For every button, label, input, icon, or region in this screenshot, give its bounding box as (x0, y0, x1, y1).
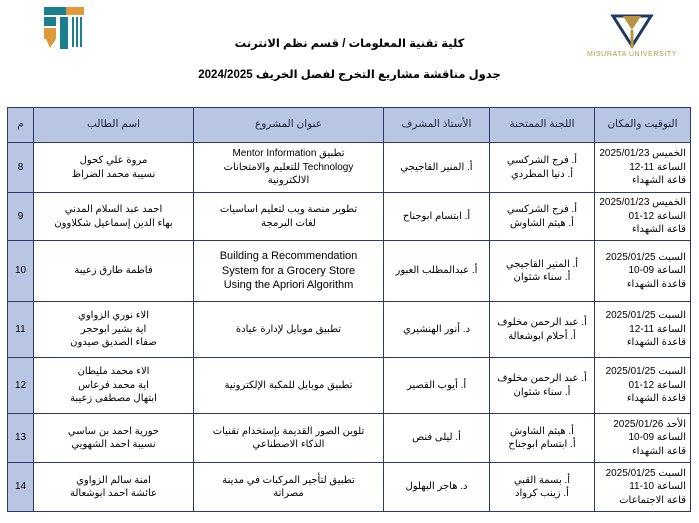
cell-supervisor (384, 302, 490, 358)
text-line: الذكاء الاصطناعي (252, 439, 325, 450)
text-line: أ. ابتسام ابوجناح (508, 439, 576, 450)
cell-row-number: 12 (8, 358, 34, 414)
cell-time-and-place (595, 414, 691, 463)
table-row (8, 358, 691, 414)
text-line: تطبيق Mentor Information (232, 148, 345, 160)
table-body (8, 143, 691, 512)
text-line: الساعة 10-11 (629, 481, 686, 493)
text-line: السبت 2025/01/25 (605, 251, 686, 263)
text-line: System for a Grocery Store (221, 264, 356, 277)
cell-project-title (194, 463, 384, 512)
text-line: قاعة الاجتماعات (619, 494, 686, 506)
cell-examining-committee (490, 241, 595, 302)
text-line: قاعدة الشهداء (626, 337, 686, 349)
column-header-project: عنوان المشروع (194, 108, 384, 143)
text-line: السبت 2025/01/25 (605, 366, 686, 378)
cell-examining-committee (490, 143, 595, 193)
text-line: أ. فرج الشركسي (506, 155, 578, 166)
text-line: قاعدة الشهداء (626, 393, 686, 405)
text-line: مصراتة (273, 488, 304, 499)
text-line: أ. عبد الرحمن مخلوف (497, 373, 587, 384)
text-line: أ. المنير القاجيجي (505, 258, 579, 270)
text-line: تلوين الصور القديمة بإستخدام تقنيات (212, 425, 365, 437)
cell-row-number: 14 (8, 463, 34, 512)
column-header-number: م (8, 108, 34, 143)
text-line: نسيبة احمد الشهويي (71, 439, 156, 450)
cell-examining-committee (490, 414, 595, 463)
text-line: د. هاجر البهلول (405, 481, 468, 493)
cell-row-number: 8 (8, 143, 34, 193)
text-line: قاعة الشهداء (631, 445, 686, 457)
text-line: الساعة 09-10 (628, 265, 686, 277)
text-line: أ. سناء شثوان (513, 272, 571, 283)
cell-supervisor (384, 463, 490, 512)
table-header (8, 108, 691, 143)
text-line: قاعة الشهداء (631, 175, 686, 187)
text-line: أ. أحلام ابوشعالة (508, 330, 576, 342)
schedule-title-line: جدول مناقشة مشاريع التخرج لفصل الخريف 2024/2025 (198, 69, 501, 81)
text-line: قاعة الشهداء (631, 224, 686, 236)
text-line: الأحد 2025/01/26 (613, 418, 686, 430)
cell-project-title (194, 241, 384, 302)
text-line: السبت 2025/01/25 (605, 310, 686, 322)
graduation-projects-schedule-table-container (8, 107, 691, 512)
cell-supervisor (384, 358, 490, 414)
column-header-student: اسم الطالب (34, 108, 194, 143)
cell-student-name (34, 358, 194, 414)
text-line: تطبيق موبايل لإدارة عيادة (235, 323, 342, 335)
text-line: أ. ابتسام ابوجناح (402, 210, 471, 222)
cell-project-title (194, 193, 384, 241)
text-line: Building a Recommendation (219, 250, 358, 263)
text-line: بهاء الدين إسماعيل شكلاوون (54, 217, 173, 229)
table-row (8, 414, 691, 463)
table-row (8, 302, 691, 358)
cell-student-name (34, 193, 194, 241)
cell-examining-committee (490, 463, 595, 512)
text-line: الساعة 11-12 (629, 161, 686, 173)
text-line: نسيبة محمد الضراظ (71, 168, 156, 180)
svg-text:MISURATA UNIVERSITY: MISURATA UNIVERSITY (586, 51, 678, 58)
text-line: أ. هيثم الشاوش (510, 425, 574, 437)
cell-examining-committee (490, 358, 595, 414)
text-line: أ. هيثم الشاوش (510, 217, 574, 229)
text-line: الالكترونية (267, 175, 310, 187)
text-line: أ. أيوب القصير (406, 379, 467, 391)
text-line: أ. فرج الشركسي (506, 204, 578, 215)
cell-supervisor (384, 143, 490, 193)
faculty-department-line: كلية تقنية المعلومات / قسم نظم الانترنت (234, 38, 465, 50)
cell-student-name (34, 414, 194, 463)
cell-student-name (34, 463, 194, 512)
text-line: الخميس 2025/01/23 (599, 197, 686, 209)
text-line: الاء محمد مليطان (77, 366, 150, 378)
cell-project-title (194, 358, 384, 414)
cell-row-number: 10 (8, 241, 34, 302)
table-header-row (8, 108, 691, 143)
table-row (8, 463, 691, 512)
cell-time-and-place (595, 241, 691, 302)
table-row (8, 143, 691, 193)
text-line: احمد عبد السلام المدني (64, 204, 163, 215)
cell-supervisor (384, 193, 490, 241)
table-row (8, 241, 691, 302)
text-line: أ. المنير القاجيجي (400, 161, 473, 173)
text-line: ابتهال مصطفى زعيبة (70, 393, 157, 405)
text-line: أ. سناء شثوان (513, 386, 571, 398)
text-line: أ. بسمة القبي (513, 474, 571, 486)
text-line: د. أنور الهنشيري (402, 323, 471, 335)
text-line: Technology للتعليم والامتحانات (223, 161, 354, 173)
cell-row-number: 11 (8, 302, 34, 358)
cell-time-and-place (595, 143, 691, 193)
cell-time-and-place (595, 463, 691, 512)
cell-row-number: 9 (8, 193, 34, 241)
cell-student-name (34, 143, 194, 193)
text-line: فاطمة طارق زعيبة (74, 265, 153, 277)
cell-supervisor (384, 414, 490, 463)
text-line: امنة سالم الزواوي (76, 474, 151, 486)
text-line: السبت 2025/01/25 (605, 467, 686, 479)
text-line: حورية احمد بن ساسي (67, 425, 160, 437)
text-line: الساعة 09-10 (628, 432, 686, 444)
text-line: صفاء الصديق صيدون (70, 337, 157, 349)
cell-time-and-place (595, 193, 691, 241)
cell-project-title (194, 414, 384, 463)
cell-time-and-place (595, 358, 691, 414)
cell-student-name (34, 302, 194, 358)
text-line: أ. ليلى فنص (412, 432, 461, 444)
cell-student-name (34, 241, 194, 302)
cell-examining-committee (490, 302, 595, 358)
page-title (0, 36, 699, 83)
cell-examining-committee (490, 193, 595, 241)
text-line: تطبيق لتأجير المركبات في مدينة (222, 474, 355, 486)
graduation-projects-schedule-table (7, 107, 691, 512)
text-line: مروة علي كحول (79, 155, 148, 166)
text-line: تطبيق موبايل للمكبة الإلكترونية (224, 379, 353, 391)
text-line: اية بشير ابوحجر (80, 323, 147, 335)
text-line: تطوير منصة ويب لتعليم اساسيات (219, 204, 358, 215)
table-row (8, 193, 691, 241)
document-header (0, 0, 699, 104)
cell-time-and-place (595, 302, 691, 358)
text-line: الساعة 12-01 (628, 379, 686, 391)
text-line: الساعة 12-01 (628, 210, 686, 222)
cell-project-title (194, 143, 384, 193)
text-line: أ. زينب كرواد (515, 488, 569, 499)
cell-project-title (194, 302, 384, 358)
text-line: الساعة 11-12 (629, 323, 686, 335)
text-line: أ. دنيا المطردي (510, 168, 574, 180)
text-line: Using the Apriori Algorithm (223, 279, 354, 292)
text-line: لغات البرمجة (261, 217, 316, 229)
text-line: أ. عبد الرحمن مخلوف (497, 317, 587, 328)
text-line: اية محمد فرعاس (78, 379, 149, 391)
text-line: الخميس 2025/01/23 (599, 148, 686, 160)
text-line: عائشة احمد ابوشعالة (69, 488, 157, 499)
text-line: أ. عبدالمطلب العبور (395, 265, 478, 277)
column-header-time: التوقيت والمكان (595, 108, 691, 143)
cell-supervisor (384, 241, 490, 302)
column-header-supervisor: الأستاذ المشرف (384, 108, 490, 143)
column-header-committee: اللجنة الممتحنة (490, 108, 595, 143)
text-line: قاعدة الشهداء (626, 278, 686, 290)
text-line: الاء نوري الزواوي (78, 310, 149, 322)
cell-row-number: 13 (8, 414, 34, 463)
